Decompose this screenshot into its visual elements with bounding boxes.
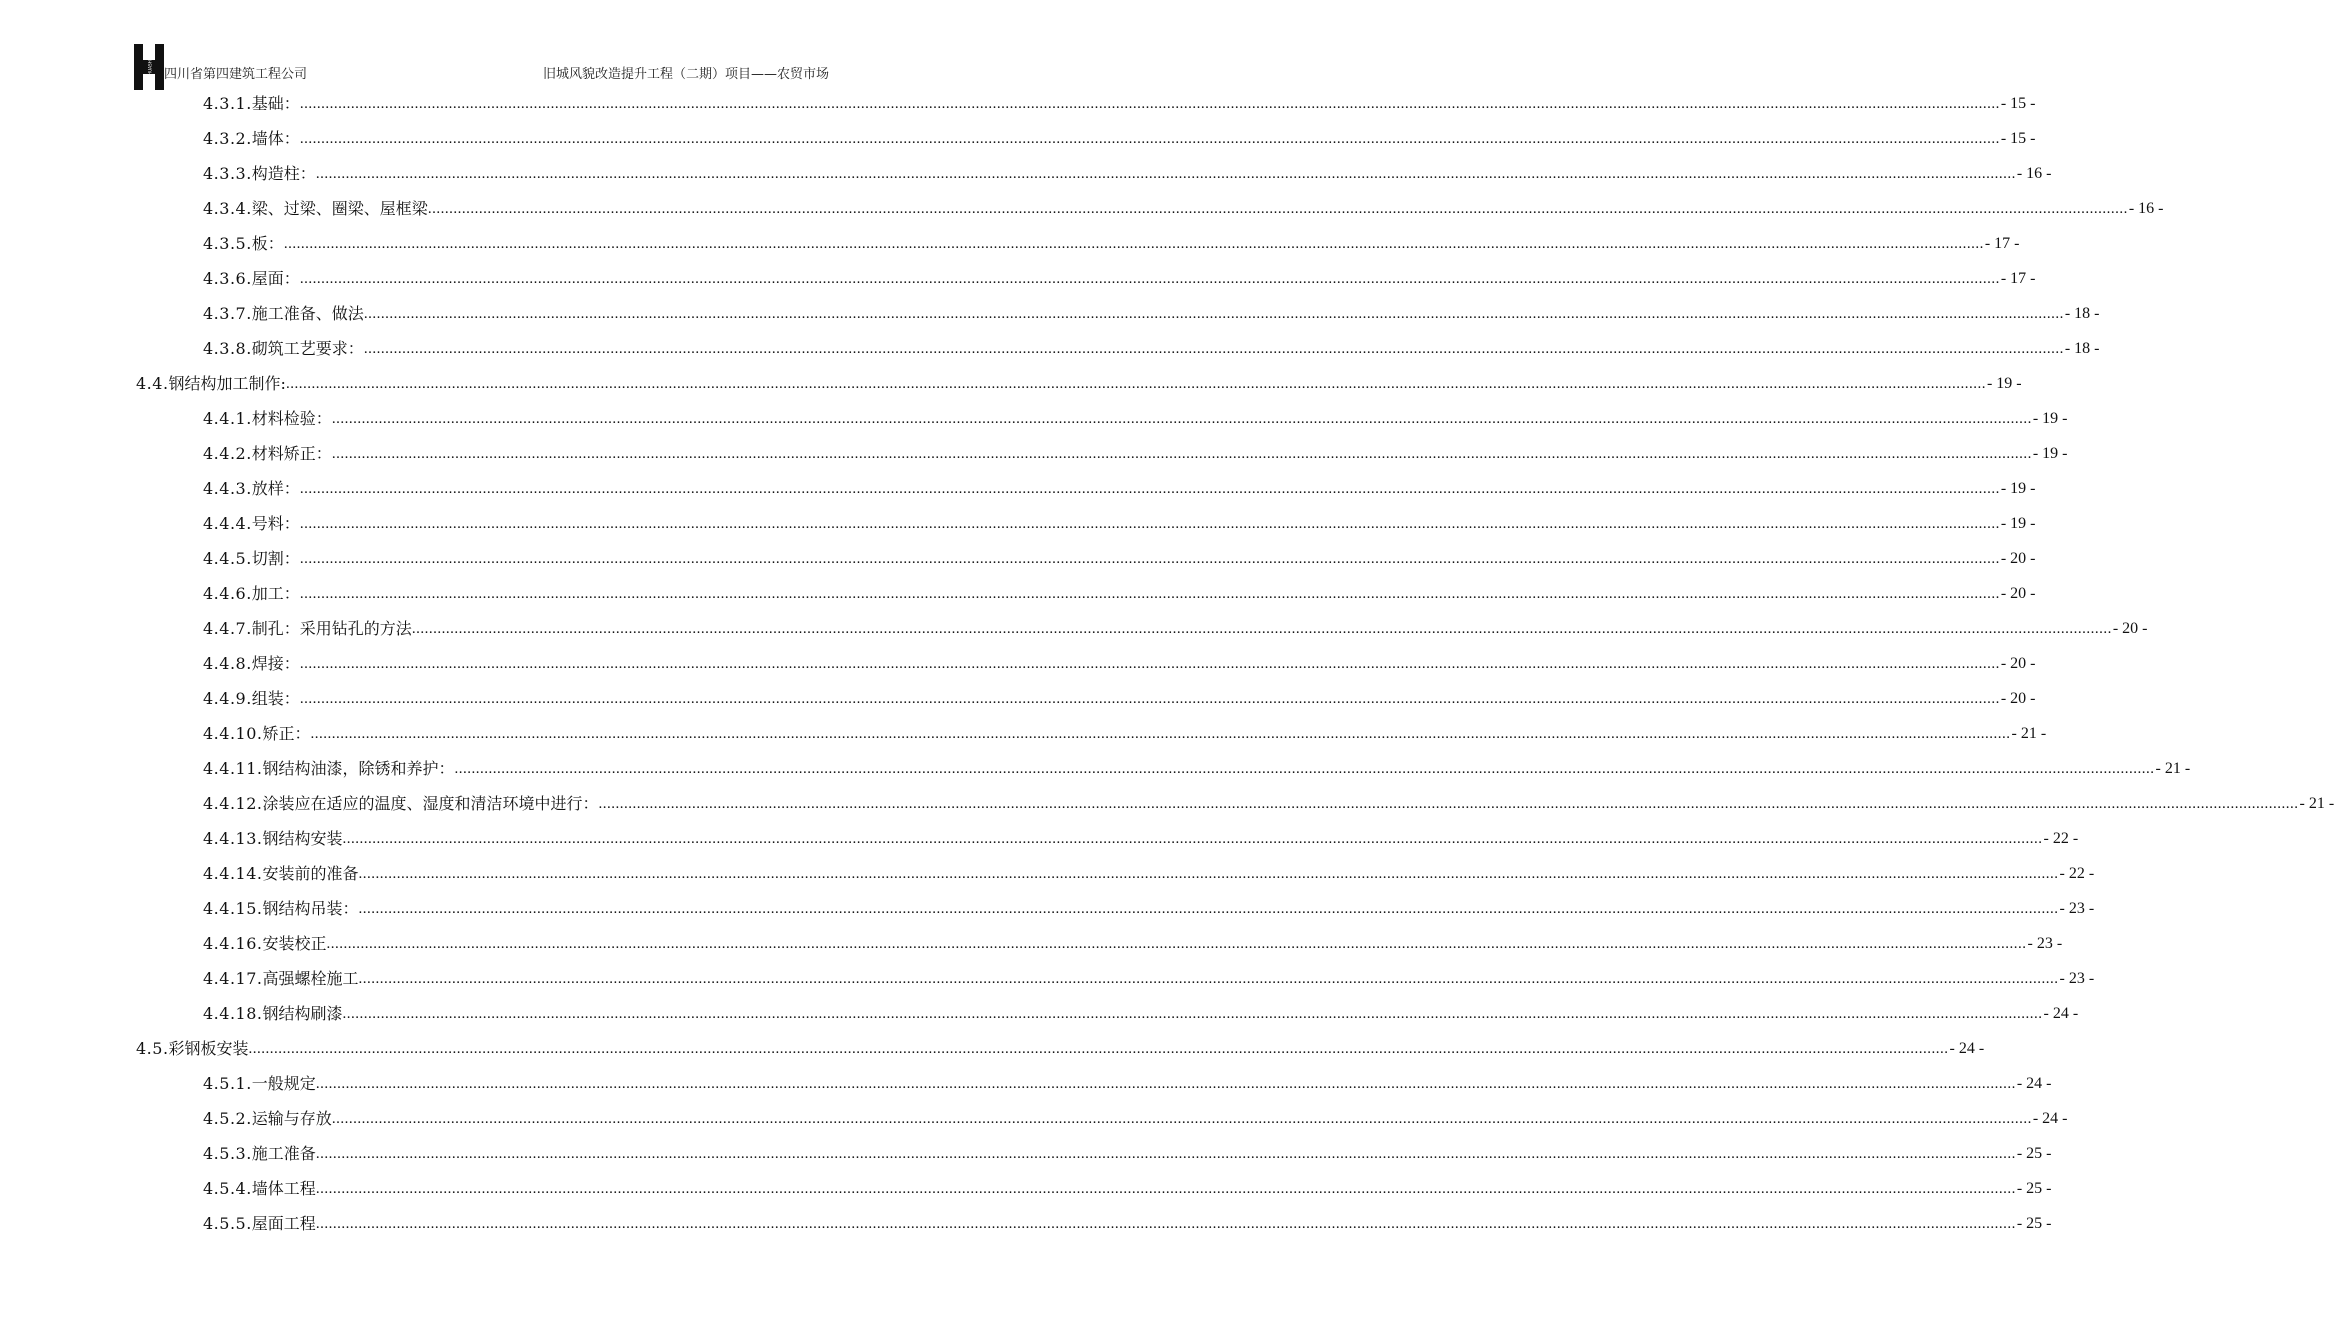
toc-dot-leader: ................................................................................................................................................................................................................................................................................................................................................................................................................ <box>342 1006 2043 1022</box>
toc-dot-leader: ................................................................................................................................................................................................................................................................................................................................................................................................................ <box>248 1041 1949 1057</box>
logo-text: HUASHI <box>147 58 153 76</box>
toc-entry[interactable] <box>203 646 2036 681</box>
toc-entry-title: 加工： <box>251 584 300 603</box>
toc-entry-title: 基础： <box>251 94 300 113</box>
toc-entry-page: - 19 - <box>2000 515 2036 532</box>
toc-entry-page: - 17 - <box>2000 270 2036 287</box>
toc-entry[interactable] <box>203 296 2100 331</box>
toc-entry[interactable] <box>203 926 2063 961</box>
toc-dot-leader: ................................................................................................................................................................................................................................................................................................................................................................................................................ <box>427 201 2128 217</box>
toc-entry-title: 彩钢板安装 <box>168 1039 249 1058</box>
toc-entry[interactable] <box>203 471 2036 506</box>
toc-entry-title: 砌筑工艺要求： <box>251 339 364 358</box>
toc-entry-title: 钢结构刷漆 <box>262 1004 343 1023</box>
toc-entry-number: 4.5.3. <box>203 1144 252 1163</box>
toc-entry[interactable] <box>203 541 2036 576</box>
toc-dot-leader: ................................................................................................................................................................................................................................................................................................................................................................................................................ <box>299 551 2000 567</box>
toc-dot-leader: ................................................................................................................................................................................................................................................................................................................................................................................................................ <box>299 96 2000 112</box>
company-name: 四川省第四建筑工程公司 <box>164 67 308 82</box>
toc-entry-number: 4.4.6. <box>203 584 252 603</box>
toc-entry[interactable] <box>203 86 2036 121</box>
toc-entry[interactable] <box>203 261 2036 296</box>
toc-dot-leader: ................................................................................................................................................................................................................................................................................................................................................................................................................ <box>358 901 2059 917</box>
toc-entry[interactable] <box>203 681 2036 716</box>
toc-dot-leader: ................................................................................................................................................................................................................................................................................................................................................................................................................ <box>363 306 2064 322</box>
toc-entry-number: 4.5.1. <box>203 1074 252 1093</box>
toc-entry-title: 焊接： <box>251 654 300 673</box>
toc-dot-leader: ................................................................................................................................................................................................................................................................................................................................................................................................................ <box>315 166 2016 182</box>
toc-entry-number: 4.3.6. <box>203 269 252 288</box>
toc-entry-number: 4.4.5. <box>203 549 252 568</box>
toc-entry[interactable] <box>203 856 2095 891</box>
toc-entry[interactable] <box>203 436 2068 471</box>
toc-dot-leader: ................................................................................................................................................................................................................................................................................................................................................................................................................ <box>283 236 1984 252</box>
toc-entry[interactable] <box>203 751 2191 786</box>
toc-entry-page: - 22 - <box>2043 830 2079 847</box>
toc-entry-number: 4.4.3. <box>203 479 252 498</box>
toc-entry-title: 钢结构油漆，除锈和养护： <box>262 759 455 778</box>
toc-entry[interactable] <box>203 786 2334 821</box>
toc-entry[interactable] <box>203 996 2079 1031</box>
toc-dot-leader: ................................................................................................................................................................................................................................................................................................................................................................................................................ <box>315 1146 2016 1162</box>
toc-entry-page: - 24 - <box>2016 1075 2052 1092</box>
toc-entry-title: 放样： <box>251 479 300 498</box>
toc-entry-page: - 19 - <box>1986 375 2022 392</box>
toc-entry-page: - 20 - <box>2000 585 2036 602</box>
toc-entry-title: 钢结构加工制作: <box>168 374 286 393</box>
toc-entry-number: 4.4.11. <box>203 759 263 778</box>
toc-entry[interactable] <box>203 331 2100 366</box>
toc-entry[interactable] <box>203 226 2020 261</box>
toc-entry[interactable] <box>203 1101 2068 1136</box>
toc-dot-leader: ................................................................................................................................................................................................................................................................................................................................................................................................................ <box>299 586 2000 602</box>
toc-entry-number: 4.4.7. <box>203 619 252 638</box>
toc-entry-number: 4.4.4. <box>203 514 252 533</box>
toc-entry-title: 钢结构安装 <box>262 829 343 848</box>
toc-entry[interactable] <box>203 716 2047 751</box>
toc-entry-title: 安装校正 <box>262 934 327 953</box>
toc-entry-title: 一般规定 <box>251 1074 316 1093</box>
toc-dot-leader: ................................................................................................................................................................................................................................................................................................................................................................................................................ <box>285 376 1986 392</box>
toc-entry-number: 4.4.13. <box>203 829 263 848</box>
toc-entry-page: - 18 - <box>2064 340 2100 357</box>
toc-entry-page: - 20 - <box>2112 620 2148 637</box>
toc-entry-title: 钢结构吊装： <box>262 899 359 918</box>
toc-entry[interactable] <box>203 1206 2052 1241</box>
toc-entry-page: - 20 - <box>2000 550 2036 567</box>
toc-entry-title: 高强螺栓施工 <box>262 969 359 988</box>
toc-entry-page: - 19 - <box>2032 410 2068 427</box>
toc-entry-title: 墙体： <box>251 129 300 148</box>
toc-entry-title: 材料检验： <box>251 409 332 428</box>
toc-entry-title: 运输与存放 <box>251 1109 332 1128</box>
project-name: 旧城风貌改造提升工程（二期）项目——农贸市场 <box>542 67 829 82</box>
toc-entry[interactable] <box>203 401 2068 436</box>
toc-dot-leader: ................................................................................................................................................................................................................................................................................................................................................................................................................ <box>299 481 2000 497</box>
toc-entry-page: - 16 - <box>2128 200 2164 217</box>
toc-entry-number: 4.3.2. <box>203 129 252 148</box>
toc-entry-number: 4.3.1. <box>203 94 252 113</box>
toc-entry[interactable] <box>136 1031 1985 1066</box>
toc-entry[interactable] <box>203 121 2036 156</box>
toc-entry-title: 组装： <box>251 689 300 708</box>
toc-entry-title: 涂装应在适应的温度、湿度和清洁环境中进行： <box>262 794 599 813</box>
toc-dot-leader: ................................................................................................................................................................................................................................................................................................................................................................................................................ <box>310 726 2011 742</box>
toc-entry-number: 4.4.1. <box>203 409 252 428</box>
toc-entry-title: 矫正： <box>262 724 311 743</box>
toc-entry[interactable] <box>203 1171 2052 1206</box>
toc-entry-page: - 23 - <box>2027 935 2063 952</box>
toc-dot-leader: ................................................................................................................................................................................................................................................................................................................................................................................................................ <box>315 1181 2016 1197</box>
toc-dot-leader: ................................................................................................................................................................................................................................................................................................................................................................................................................ <box>326 936 2027 952</box>
toc-entry-page: - 24 - <box>2043 1005 2079 1022</box>
toc-entry-number: 4.4.17. <box>203 969 263 988</box>
toc-entry-page: - 24 - <box>2032 1110 2068 1127</box>
toc-entry-number: 4.3.7. <box>203 304 252 323</box>
toc-entry-title: 屋面： <box>251 269 300 288</box>
toc-entry[interactable] <box>203 191 2164 226</box>
toc-entry-title: 板： <box>251 234 284 253</box>
toc-entry[interactable] <box>203 961 2095 996</box>
toc-entry-number: 4.3.5. <box>203 234 252 253</box>
company-logo <box>134 44 164 90</box>
toc-entry-title: 墙体工程 <box>251 1179 316 1198</box>
toc-entry-page: - 20 - <box>2000 655 2036 672</box>
toc-entry-number: 4.3.3. <box>203 164 252 183</box>
toc-entry-page: - 19 - <box>2000 480 2036 497</box>
toc-entry-title: 梁、过梁、圈梁、屋框梁 <box>251 199 428 218</box>
toc-entry-page: - 21 - <box>2155 760 2191 777</box>
toc-entry[interactable] <box>203 506 2036 541</box>
toc-entry-page: - 25 - <box>2016 1145 2052 1162</box>
toc-entry-page: - 17 - <box>1984 235 2020 252</box>
toc-entry-page: - 25 - <box>2016 1215 2052 1232</box>
toc-dot-leader: ................................................................................................................................................................................................................................................................................................................................................................................................................ <box>299 516 2000 532</box>
toc-entry-page: - 21 - <box>2011 725 2047 742</box>
toc-entry-title: 构造柱： <box>251 164 316 183</box>
toc-entry-number: 4.4. <box>136 374 169 393</box>
toc-entry-page: - 20 - <box>2000 690 2036 707</box>
toc-dot-leader: ................................................................................................................................................................................................................................................................................................................................................................................................................ <box>315 1076 2016 1092</box>
toc-entry[interactable] <box>136 366 2022 401</box>
toc-entry-page: - 22 - <box>2059 865 2095 882</box>
toc-entry-title: 切割： <box>251 549 300 568</box>
toc-entry-title: 号料： <box>251 514 300 533</box>
toc-entry-page: - 16 - <box>2016 165 2052 182</box>
toc-entry-title: 材料矫正： <box>251 444 332 463</box>
toc-entry-title: 安装前的准备 <box>262 864 359 883</box>
toc-dot-leader: ................................................................................................................................................................................................................................................................................................................................................................................................................ <box>315 1216 2016 1232</box>
toc-entry-number: 4.4.14. <box>203 864 263 883</box>
toc-entry-page: - 18 - <box>2064 305 2100 322</box>
toc-entry-number: 4.4.8. <box>203 654 252 673</box>
toc-dot-leader: ................................................................................................................................................................................................................................................................................................................................................................................................................ <box>454 761 2155 777</box>
toc-dot-leader: ................................................................................................................................................................................................................................................................................................................................................................................................................ <box>411 621 2112 637</box>
toc-entry-page: - 19 - <box>2032 445 2068 462</box>
toc-entry[interactable] <box>203 1136 2052 1171</box>
toc-entry-title: 施工准备、做法 <box>251 304 364 323</box>
toc-dot-leader: ................................................................................................................................................................................................................................................................................................................................................................................................................ <box>299 271 2000 287</box>
toc-entry-number: 4.5.5. <box>203 1214 252 1233</box>
toc-dot-leader: ................................................................................................................................................................................................................................................................................................................................................................................................................ <box>299 656 2000 672</box>
toc-entry-number: 4.4.15. <box>203 899 263 918</box>
toc-dot-leader: ................................................................................................................................................................................................................................................................................................................................................................................................................ <box>299 691 2000 707</box>
toc-dot-leader: ................................................................................................................................................................................................................................................................................................................................................................................................................ <box>358 971 2059 987</box>
toc-entry-number: 4.4.9. <box>203 689 252 708</box>
toc-dot-leader: ................................................................................................................................................................................................................................................................................................................................................................................................................ <box>358 866 2059 882</box>
toc-entry[interactable] <box>203 576 2036 611</box>
toc-entry-title: 屋面工程 <box>251 1214 316 1233</box>
toc-entry-title: 施工准备 <box>251 1144 316 1163</box>
toc-dot-leader: ................................................................................................................................................................................................................................................................................................................................................................................................................ <box>342 831 2043 847</box>
toc-dot-leader: ................................................................................................................................................................................................................................................................................................................................................................................................................ <box>363 341 2064 357</box>
toc-dot-leader: ................................................................................................................................................................................................................................................................................................................................................................................................................ <box>331 446 2032 462</box>
toc-entry-number: 4.4.16. <box>203 934 263 953</box>
toc-entry[interactable] <box>203 821 2079 856</box>
toc-entry-number: 4.5.2. <box>203 1109 252 1128</box>
toc-entry-number: 4.4.18. <box>203 1004 263 1023</box>
toc-entry-number: 4.4.12. <box>203 794 263 813</box>
toc-entry-number: 4.4.2. <box>203 444 252 463</box>
toc-entry[interactable] <box>203 156 2052 191</box>
toc-entry-page: - 15 - <box>2000 130 2036 147</box>
toc-entry-page: - 21 - <box>2299 795 2334 812</box>
toc-entry-number: 4.5. <box>136 1039 169 1058</box>
toc-entry-number: 4.5.4. <box>203 1179 252 1198</box>
toc-dot-leader: ................................................................................................................................................................................................................................................................................................................................................................................................................ <box>598 796 2299 812</box>
toc-dot-leader: ................................................................................................................................................................................................................................................................................................................................................................................................................ <box>299 131 2000 147</box>
toc-entry[interactable] <box>203 611 2148 646</box>
toc-entry-number: 4.3.4. <box>203 199 252 218</box>
toc-entry-page: - 23 - <box>2059 970 2095 987</box>
toc-entry-number: 4.3.8. <box>203 339 252 358</box>
toc-dot-leader: ................................................................................................................................................................................................................................................................................................................................................................................................................ <box>331 1111 2032 1127</box>
toc-entry-page: - 24 - <box>1949 1040 1985 1057</box>
toc-dot-leader: ................................................................................................................................................................................................................................................................................................................................................................................................................ <box>331 411 2032 427</box>
toc-entry-title: 制孔：采用钻孔的方法 <box>251 619 412 638</box>
toc-entry[interactable] <box>203 891 2095 926</box>
page-header <box>0 0 950 92</box>
toc-entry-page: - 15 - <box>2000 95 2036 112</box>
toc-entry-page: - 25 - <box>2016 1180 2052 1197</box>
toc-entry-page: - 23 - <box>2059 900 2095 917</box>
toc-entry-number: 4.4.10. <box>203 724 263 743</box>
toc-entry[interactable] <box>203 1066 2052 1101</box>
